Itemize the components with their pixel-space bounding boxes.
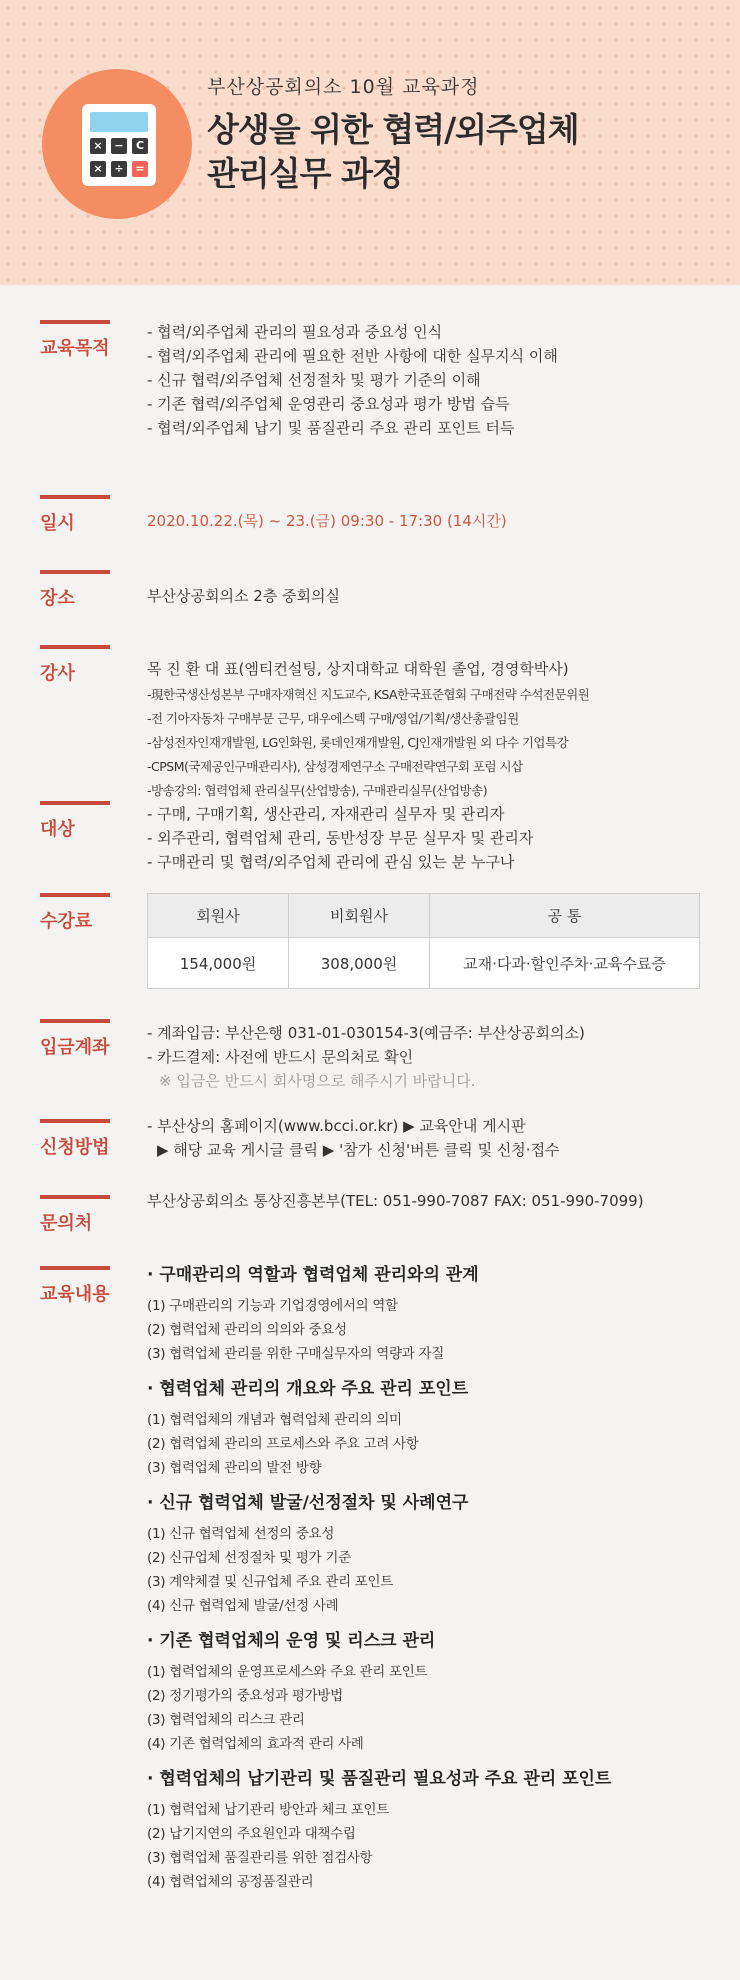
curriculum-module — [147, 1766, 700, 1894]
module-title: · 신규 협력업체 발굴/선정절차 및 사례연구 — [147, 1493, 469, 1513]
section-label: 강사 — [40, 645, 110, 685]
calculator-key: = — [132, 161, 148, 177]
calculator-screen — [90, 112, 148, 132]
fee-table — [147, 893, 700, 989]
list-item: -CPSM(국제공인구매관리사), 삼성경제연구소 구매전략연구회 포럼 시삽 — [147, 759, 523, 774]
module-item: (3) 협력업체 관리의 발전 방향 — [147, 1460, 322, 1476]
payment-info — [147, 1021, 700, 1093]
calculator-key: ÷ — [111, 161, 127, 177]
module-item: (1) 협력업체의 개념과 협력업체 관리의 의미 — [147, 1412, 402, 1428]
calculator-icon — [42, 69, 192, 219]
module-item: (2) 신규업체 선정절차 및 평가 기준 — [147, 1550, 351, 1566]
section-label: 대상 — [40, 801, 110, 841]
module-item: (4) 협력업체의 공정품질관리 — [147, 1874, 314, 1890]
module-item: (3) 계약체결 및 신규업체 주요 관리 포인트 — [147, 1574, 394, 1590]
section-label: 교육목적 — [40, 320, 110, 360]
table-header: 공 통 — [430, 894, 700, 938]
apply-step: ▶ 해당 교육 게시글 클릭 ▶ '참가 신청'버튼 클릭 및 신청·접수 — [157, 1141, 560, 1159]
payment-note: ※ 입금은 반드시 회사명으로 해주시기 바랍니다. — [159, 1072, 476, 1090]
module-item: (1) 협력업체 납기관리 방안과 체크 포인트 — [147, 1802, 390, 1818]
section-label: 장소 — [40, 570, 110, 610]
apply-step: - 부산상의 홈페이지(www.bcci.or.kr) ▶ 교육안내 게시판 — [147, 1117, 526, 1135]
module-item: (1) 구매관리의 기능과 기업경영에서의 역할 — [147, 1298, 398, 1314]
list-item: - 협력/외주업체 관리에 필요한 전반 사항에 대한 실무지식 이해 — [147, 347, 558, 365]
schedule-value: 2020.10.22.(목) ~ 23.(금) 09:30 - 17:30 (14시간) — [147, 512, 507, 530]
calculator-key: × — [90, 138, 106, 154]
title-line: 상생을 위한 협력/외주업체 — [207, 110, 579, 149]
section-label: 문의처 — [40, 1195, 110, 1235]
page-title — [207, 108, 579, 196]
list-item: - 기존 협력/외주업체 운영관리 중요성과 평가 방법 습득 — [147, 395, 510, 413]
list-item: -방송강의: 협력업체 관리실무(산업방송), 구매관리실무(산업방송) — [147, 783, 488, 798]
list-item: - 신규 협력/외주업체 선정절차 및 평가 기준의 이해 — [147, 371, 481, 389]
module-item: (3) 협력업체 관리를 위한 구매실무자의 역량과 자질 — [147, 1346, 444, 1362]
module-title: · 기존 협력업체의 운영 및 리스크 관리 — [147, 1631, 436, 1651]
calculator-key: C — [132, 138, 148, 154]
section-label: 교육내용 — [40, 1266, 110, 1306]
module-item: (2) 납기지연의 주요원인과 대책수립 — [147, 1826, 356, 1842]
list-item: - 협력/외주업체 관리의 필요성과 중요성 인식 — [147, 323, 443, 341]
table-cell: 교재·다과·할인주차·교육수료증 — [430, 938, 700, 989]
header-banner — [0, 0, 740, 285]
table-header: 회원사 — [148, 894, 289, 938]
module-item: (2) 협력업체 관리의 프로세스와 주요 고려 사항 — [147, 1436, 419, 1452]
list-item: - 협력/외주업체 납기 및 품질관리 주요 관리 포인트 터득 — [147, 419, 515, 437]
target-list — [147, 802, 700, 874]
module-title: · 협력업체 관리의 개요와 주요 관리 포인트 — [147, 1379, 469, 1399]
list-item: - 구매관리 및 협력/외주업체 관리에 관심 있는 분 누구나 — [147, 853, 515, 871]
list-item: - 카드결제: 사전에 반드시 문의처로 확인 — [147, 1048, 414, 1066]
list-item: -現한국생산성본부 구매자재혁신 지도교수, KSA한국표준협회 구매전략 수석전문위원 — [147, 687, 590, 702]
venue-value: 부산상공회의소 2층 중회의실 — [147, 587, 340, 605]
lecturer-info — [147, 657, 700, 803]
table-cell: 308,000원 — [289, 938, 430, 989]
section-label: 신청방법 — [40, 1119, 110, 1159]
calculator-key: × — [90, 161, 106, 177]
section-label: 입금계좌 — [40, 1019, 110, 1059]
calculator-key: − — [111, 138, 127, 154]
curriculum-module — [147, 1262, 700, 1366]
module-item: (2) 협력업체 관리의 의의와 중요성 — [147, 1322, 347, 1338]
title-line: 관리실무 과정 — [207, 154, 403, 193]
list-item: - 구매, 구매기획, 생산관리, 자재관리 실무자 및 관리자 — [147, 805, 505, 823]
module-item: (2) 정기평가의 중요성과 평가방법 — [147, 1688, 343, 1704]
list-item: -삼성전자인재개발원, LG인화원, 롯데인재개발원, CJ인재개발원 외 다수 기업특강 — [147, 735, 569, 750]
apply-info — [147, 1114, 700, 1162]
curriculum-list — [147, 1262, 700, 1904]
module-item: (1) 협력업체의 운영프로세스와 주요 관리 포인트 — [147, 1664, 428, 1680]
curriculum-module — [147, 1376, 700, 1480]
header-subtitle: 부산상공회의소 10월 교육과정 — [207, 76, 480, 98]
calculator-body — [82, 104, 156, 186]
module-item: (4) 기존 협력업체의 효과적 관리 사례 — [147, 1736, 364, 1752]
lecturer-name: 목 진 환 대 표(엠티컨설팅, 상지대학교 대학원 졸업, 경영학박사) — [147, 660, 569, 678]
table-header: 비회원사 — [289, 894, 430, 938]
contact-value: 부산상공회의소 통상진흥본부(TEL: 051-990-7087 FAX: 051-990-7099) — [147, 1192, 644, 1210]
list-item: -전 기아자동차 구매부문 근무, 대우에스텍 구매/영업/기획/생산총괄임원 — [147, 711, 519, 726]
list-item: - 외주관리, 협력업체 관리, 동반성장 부문 실무자 및 관리자 — [147, 829, 534, 847]
curriculum-module — [147, 1628, 700, 1756]
objective-list — [147, 320, 700, 440]
module-item: (4) 신규 협력업체 발굴/선정 사례 — [147, 1598, 339, 1614]
table-header-row — [148, 894, 700, 938]
list-item: - 계좌입금: 부산은행 031-01-030154-3(예금주: 부산상공회의소) — [147, 1024, 585, 1042]
table-cell: 154,000원 — [148, 938, 289, 989]
module-item: (1) 신규 협력업체 선정의 중요성 — [147, 1526, 335, 1542]
module-item: (3) 협력업체 품질관리를 위한 점검사항 — [147, 1850, 373, 1866]
section-label: 일시 — [40, 495, 110, 535]
section-label: 수강료 — [40, 893, 110, 933]
table-row — [148, 938, 700, 989]
module-item: (3) 협력업체의 리스크 관리 — [147, 1712, 305, 1728]
curriculum-module — [147, 1490, 700, 1618]
module-title: · 협력업체의 납기관리 및 품질관리 필요성과 주요 관리 포인트 — [147, 1769, 612, 1789]
module-title: · 구매관리의 역할과 협력업체 관리와의 관계 — [147, 1265, 479, 1285]
